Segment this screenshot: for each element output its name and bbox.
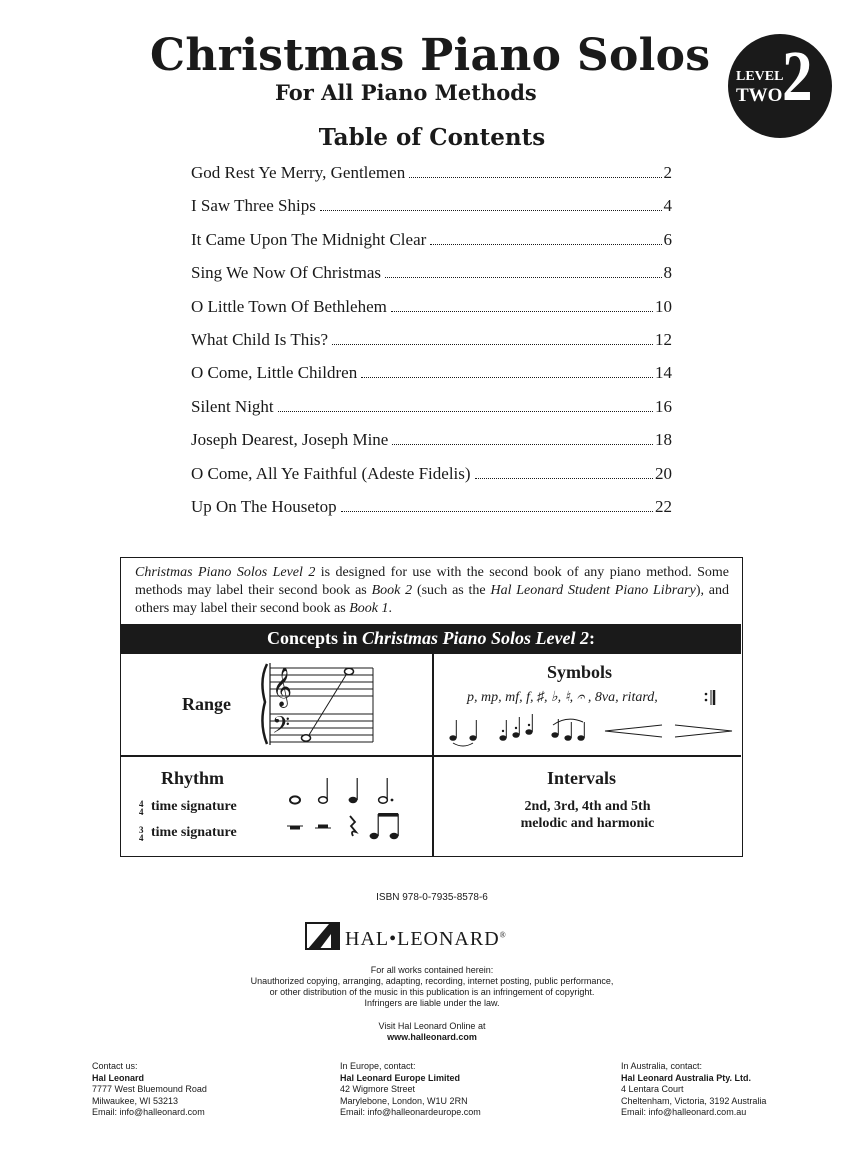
level-badge-number: 2 [782,36,811,116]
contact-company: Hal Leonard [92,1072,145,1083]
toc-leader [320,210,662,211]
toc-leader [341,511,653,512]
visit-text: Visit Hal Leonard Online at [378,1021,486,1031]
slur-icon [553,719,583,725]
toc-entry-page: 12 [655,329,672,349]
quarter-rest-icon [350,816,356,836]
contact-heading: In Australia, contact: [621,1061,703,1071]
toc-entry[interactable] [191,330,672,363]
website-notice [0,1021,864,1043]
legal-line: Infringers are liable under the law. [364,998,500,1008]
toc-entry-title: O Come, Little Children [191,363,358,383]
slur-note-icon [564,735,571,741]
intro-book1: Book 1 [349,601,389,616]
intro-book2: Book 2 [371,583,413,598]
toc-leader [409,177,661,178]
contact-address: Marylebone, London, W1U 2RN [340,1095,468,1106]
logo-wordmark: HAL•LEONARD [345,928,500,950]
toc-list [191,163,672,530]
dotted-half-note-icon [379,797,388,803]
grand-staff-range [261,658,381,750]
contact-address: 7777 West Bluemound Road [92,1084,207,1094]
intro-text: . [388,601,392,616]
contact-address: 42 Wigmore Street [340,1084,416,1094]
copyright-notice [0,965,864,1009]
toc-entry[interactable] [191,464,672,497]
dynamics-symbols: p, mp, mf, f, ♯, ♭, ♮, 𝄐 , 8va, ritard, [467,690,658,705]
intro-text: is designed for use with the second book of any piano method. Some methods may label their second book as [135,565,730,598]
concepts-title [121,628,741,649]
contact-heading: Contact us: [92,1061,138,1071]
brace-icon [262,664,267,744]
intro-book-name: Christmas Piano Solos Level 2 [135,565,316,580]
toc-entry[interactable] [191,230,672,263]
articulation-symbols [443,711,743,751]
contact-usa [92,1061,207,1119]
time-signature-4-4 [139,800,144,816]
toc-leader [361,377,653,378]
concepts-title-suffix: : [589,628,596,648]
tie-icon [453,743,473,746]
toc-entry[interactable] [191,497,672,530]
toc-entry-title: Sing We Now Of Christmas [191,263,382,283]
contact-europe [340,1061,481,1119]
isbn: ISBN 978-0-7935-8578-6 [376,892,488,903]
publisher-logo [305,922,565,954]
ts-bottom: 4 [139,807,144,817]
intro-library: Hal Leonard Student Piano Library [490,583,696,598]
rhythm-label: Rhythm [161,768,225,788]
toc-entry[interactable] [191,397,672,430]
quarter-note-icon [349,797,358,803]
toc-leader [430,244,661,245]
toc-leader [391,311,653,312]
toc-entry-title: What Child Is This? [191,329,329,349]
concepts-box [120,557,743,857]
toc-entry-title: Up On The Housetop [191,496,337,516]
toc-entry-page: 14 [655,363,672,383]
toc-entry-title: I Saw Three Ships [191,196,316,216]
method-intro [135,564,729,618]
legal-line: or other distribution of the music in this publication is an infringement of copyright. [269,987,595,997]
toc-entry[interactable] [191,163,672,196]
logo-text [345,928,507,951]
repeat-sign-icon [703,688,719,708]
ts-bottom: 4 [139,833,144,843]
contact-address: Cheltenham, Victoria, 3192 Australia [621,1095,767,1106]
toc-entry-page: 16 [655,396,672,416]
toc-entry-page: 8 [663,263,672,283]
slur-note-icon [551,732,558,738]
toc-leader [278,411,653,412]
toc-entry-page: 2 [663,163,672,182]
half-note-icon [319,797,328,803]
toc-entry[interactable] [191,363,672,396]
low-note-icon [302,735,311,741]
level-badge-label: LEVEL [736,69,784,84]
toc-leader [475,478,653,479]
symbols-label: Symbols [547,662,613,682]
concepts-title-book: Christmas Piano Solos Level 2 [361,628,590,648]
toc-entry[interactable] [191,430,672,463]
toc-entry-title: O Come, All Ye Faithful (Adeste Fidelis) [191,463,471,483]
contact-heading: In Europe, contact: [340,1061,416,1071]
contact-australia [621,1061,766,1119]
ts-top: 3 [139,825,144,835]
contact-address: 4 Lentara Court [621,1084,684,1094]
intervals-line: melodic and harmonic [520,816,655,831]
intervals-description [432,798,743,832]
toc-entry-title: O Little Town Of Bethlehem [191,296,387,316]
legal-line: Unauthorized copying, arranging, adapting, recording, internet posting, public performance, [250,976,614,986]
level-badge-word: TWO [736,85,783,106]
staccato-note-icon [499,735,506,741]
bass-clef-icon: 𝄢 [272,711,291,744]
toc-leader [385,277,661,278]
legal-line: For all works contained herein: [370,965,494,975]
decrescendo-icon [675,725,732,737]
toc-entry[interactable] [191,263,672,296]
toc-entry-page: 20 [655,463,672,483]
slur-note-icon [577,735,584,741]
toc-entry-title: Joseph Dearest, Joseph Mine [191,430,389,450]
tie-note-icon [449,735,456,741]
time-signature-3-4 [139,826,144,842]
concepts-title-prefix: Concepts in [266,628,362,648]
whole-note-icon [290,796,300,803]
intervals-label: Intervals [547,768,616,788]
toc-entry-title: It Came Upon The Midnight Clear [191,229,427,249]
concepts-banner [121,624,741,654]
book-title: Christmas Piano Solos [150,30,711,81]
contact-email[interactable]: Email: info@halleonard.com.au [621,1107,747,1117]
registered-mark: ® [499,930,507,940]
toc-entry-page: 4 [663,196,672,216]
time-signature-label: time signature [151,799,237,814]
eighth-note-icon [390,833,399,839]
logo-mark-icon [305,922,340,950]
tie-note-icon [469,735,476,741]
grid-divider-horizontal [121,755,741,757]
toc-entry-page: 6 [663,229,672,249]
time-signature-label: time signature [151,825,237,840]
toc-entry-title: God Rest Ye Merry, Gentlemen [191,163,406,182]
book-subtitle: For All Piano Methods [275,80,537,105]
contact-email[interactable]: Email: info@halleonardeurope.com [340,1107,481,1117]
treble-clef-icon: 𝄞 [272,667,293,707]
eighth-note-icon [370,833,379,839]
toc-entry-page: 18 [655,430,672,450]
staccato-note-icon [512,732,519,738]
beam-icon [378,813,398,817]
level-badge [728,34,832,138]
intervals-line: 2nd, 3rd, 4th and 5th [524,799,651,814]
intro-text: ), and others may label their second book as [135,583,729,616]
toc-entry[interactable] [191,297,672,330]
website-link[interactable]: www.halleonard.com [387,1032,477,1042]
ts-top: 4 [139,799,144,809]
intro-text: (such as the [412,583,491,598]
toc-entry-title: Silent Night [191,396,274,416]
contact-address: Milwaukee, WI 53213 [92,1095,179,1106]
rhythm-values [281,764,421,848]
toc-leader [392,444,653,445]
contact-company: Hal Leonard Europe Limited [340,1072,461,1083]
staccato-note-icon [525,729,532,735]
contact-email[interactable]: Email: info@halleonard.com [92,1107,205,1117]
range-label: Range [182,694,231,714]
toc-entry[interactable] [191,196,672,229]
half-rest-icon [318,825,328,829]
high-note-icon [345,668,354,674]
toc-entry-page: 10 [655,296,672,316]
toc-entry-page: 22 [655,496,672,516]
toc-leader [332,344,653,345]
contact-company: Hal Leonard Australia Pty. Ltd. [621,1072,752,1083]
crescendo-icon [605,725,662,737]
whole-rest-icon [290,826,300,830]
toc-heading: Table of Contents [318,124,546,151]
